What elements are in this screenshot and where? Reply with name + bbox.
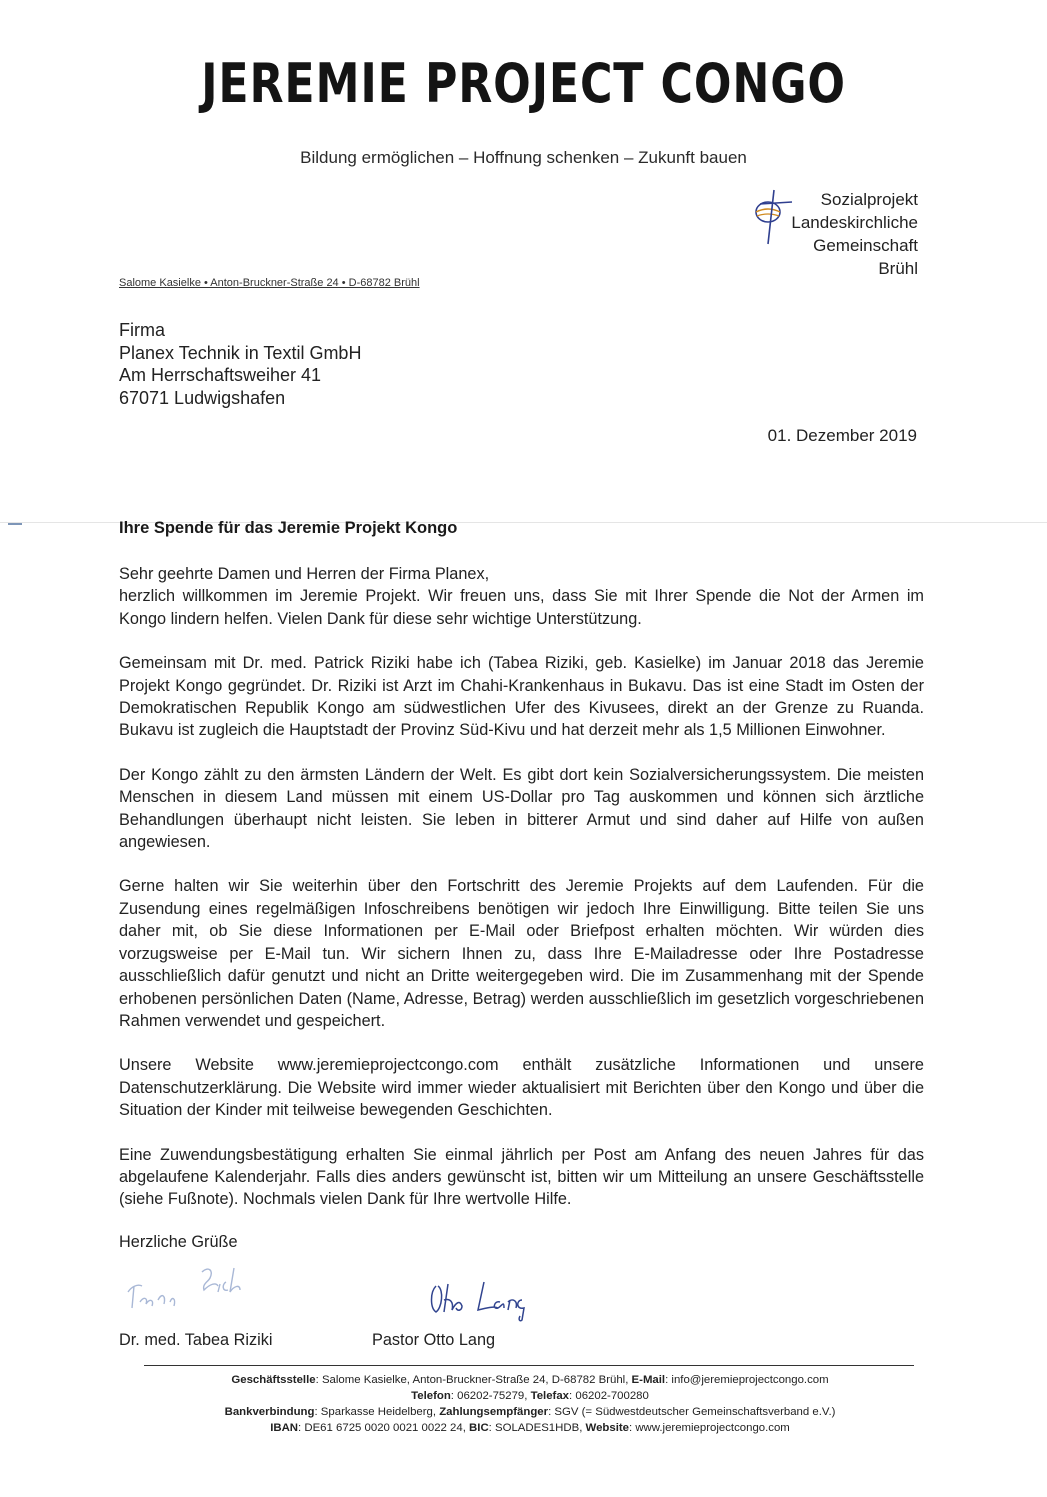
signature-tabea-riziki-icon [122, 1262, 262, 1314]
org-line: Brühl [878, 259, 918, 278]
footer-web-label: Website [585, 1422, 629, 1434]
footer-email-value: : info@jeremieprojectcongo.com [665, 1374, 829, 1386]
footer-bank-label: Bankverbindung [224, 1406, 315, 1418]
footer-fax-label: Telefax [530, 1390, 570, 1402]
footer-phone-value: : 06202-75279, [450, 1390, 531, 1402]
footer-line-iban [130, 1420, 930, 1436]
footer-phone-label: Telefon [411, 1390, 451, 1402]
letter-footer [130, 1372, 930, 1436]
recipient-address [119, 319, 361, 409]
letter-body [119, 563, 924, 1233]
body-paragraph: Unsere Website www.jeremieprojectcongo.com enthält zusätzliche Informationen und unsere Datenschutzerklärung. Die Website wird immer wieder aktualisiert mit Berichten über den Kongo und über die Situation der Kinder mit teilweise bewegenden Geschichten. [119, 1056, 924, 1120]
footer-bank-value: : Sparkasse Heidelberg, [314, 1406, 440, 1418]
footer-payee-value: : SGV (= Südwestdeutscher Gemeinschaftsverband e.V.) [548, 1406, 836, 1418]
footer-email-label: E-Mail [631, 1374, 666, 1386]
sender-return-address: Salome Kasielke • Anton-Bruckner-Straße 24 • D-68782 Brühl [119, 277, 420, 289]
signature-otto-lang-icon [428, 1278, 538, 1322]
body-paragraph: Gemeinsam mit Dr. med. Patrick Riziki habe ich (Tabea Riziki, geb. Kasielke) im Januar 2018 das Jeremie Projekt Kongo gegründet. Dr. Riziki ist Arzt im Chahi-Krankenhaus in Bukavu. Das ist eine Stadt im Osten der Demokratischen Republik Kongo am südwestlichen Ufer des Kivusees, direkt an der Grenze zu Ruanda. Bukavu ist zugleich die Hauptstadt der Provinz Süd-Kivu und hat derzeit mehr als 1,5 Millionen Einwohner. [119, 654, 924, 740]
footer-line-bank [130, 1404, 930, 1420]
footer-web-value: : www.jeremieprojectcongo.com [629, 1422, 790, 1434]
organization-block [770, 188, 918, 280]
footer-payee-label: Zahlungsempfänger [439, 1406, 549, 1418]
footer-line-office [130, 1372, 930, 1388]
signer-name-left: Dr. med. Tabea Riziki [119, 1331, 273, 1349]
footer-office-label: Geschäftsstelle [231, 1374, 316, 1386]
recipient-line: Am Herrschaftsweiher 41 [119, 365, 322, 385]
body-paragraph: Der Kongo zählt zu den ärmsten Ländern der Welt. Es gibt dort kein Sozialversicherungssystem. Die meisten Menschen in diesem Land müssen mit einem US-Dollar pro Tag auskommen und können sich ärztliche Behandlungen überhaupt nicht leisten. Sie leben in bitterer Armut und sind daher auf Hilfe von außen angewiesen. [119, 765, 924, 852]
letterhead-title: JEREMIE PROJECT CONGO [201, 52, 846, 115]
recipient-line: Planex Technik in Textil GmbH [119, 342, 362, 363]
footer-line-phone [130, 1388, 930, 1404]
org-line: Gemeinschaft [813, 236, 918, 255]
letterhead-tagline: Bildung ermöglichen – Hoffnung schenken – Zukunft bauen [300, 148, 747, 167]
letter-date: 01. Dezember 2019 [767, 426, 917, 445]
body-paragraph: Sehr geehrte Damen und Herren der Firma Planex, herzlich willkommen im Jeremie Projekt. Wir freuen uns, dass Sie mit Ihrer Spende die Not der Armen im Kongo lindern helfen. Vielen Dank für diese sehr wichtige Unterstützung. [119, 565, 924, 628]
recipient-line: Firma [119, 320, 165, 340]
footer-fax-value: : 06202-700280 [569, 1390, 649, 1402]
body-paragraph: Eine Zuwendungsbestätigung erhalten Sie einmal jährlich per Post am Anfang des neuen Jahres für das abgelaufene Kalenderjahr. Falls dies anders gewünscht ist, bitten wir um Mitteilung an unsere Geschäftsstelle (siehe Fußnote). Nochmals vielen Dank für Ihre wertvolle Hilfe. [119, 1145, 924, 1209]
footer-iban-value: : DE61 6725 0020 0021 0022 24, [298, 1422, 470, 1434]
scan-artifact-mark [8, 523, 22, 525]
letter-subject: Ihre Spende für das Jeremie Projekt Kongo [119, 519, 458, 537]
footer-divider [144, 1365, 914, 1366]
signer-name-right: Pastor Otto Lang [372, 1331, 496, 1349]
footer-bic-label: BIC [469, 1422, 489, 1434]
footer-office-value: : Salome Kasielke, Anton-Bruckner-Straße 24, D-68782 Brühl, [315, 1374, 632, 1386]
recipient-line: 67071 Ludwigshafen [119, 387, 286, 408]
closing-greeting: Herzliche Grüße [119, 1233, 238, 1251]
org-line: Sozialprojekt [820, 190, 918, 209]
footer-iban-label: IBAN [270, 1422, 299, 1434]
footer-bic-value: : SOLADES1HDB, [488, 1422, 586, 1434]
body-paragraph: Gerne halten wir Sie weiterhin über den Fortschritt des Jeremie Projekts auf dem Laufenden. Für die Zusendung eines regelmäßigen Infoschreibens benötigen wir jedoch Ihre Einwilligung. Bitte teilen Sie uns daher mit, ob Sie diese Informationen per E-Mail oder Briefpost erhalten möchten. Wir würden dies vorzugsweise per E-Mail tun. Wir sichern Ihnen zu, dass Ihre E-Mailadresse oder Ihre Postadresse ausschließlich dafür genutzt und nicht an Dritte weitergegeben wird. Die im Zusammenhang mit der Spende erhobenen persönlichen Daten (Name, Adresse, Betrag) werden ausschließlich im gesetzlich vorgeschriebenen Rahmen verwendet und gespeichert. [119, 877, 924, 1030]
org-line: Landeskirchliche [791, 213, 918, 232]
